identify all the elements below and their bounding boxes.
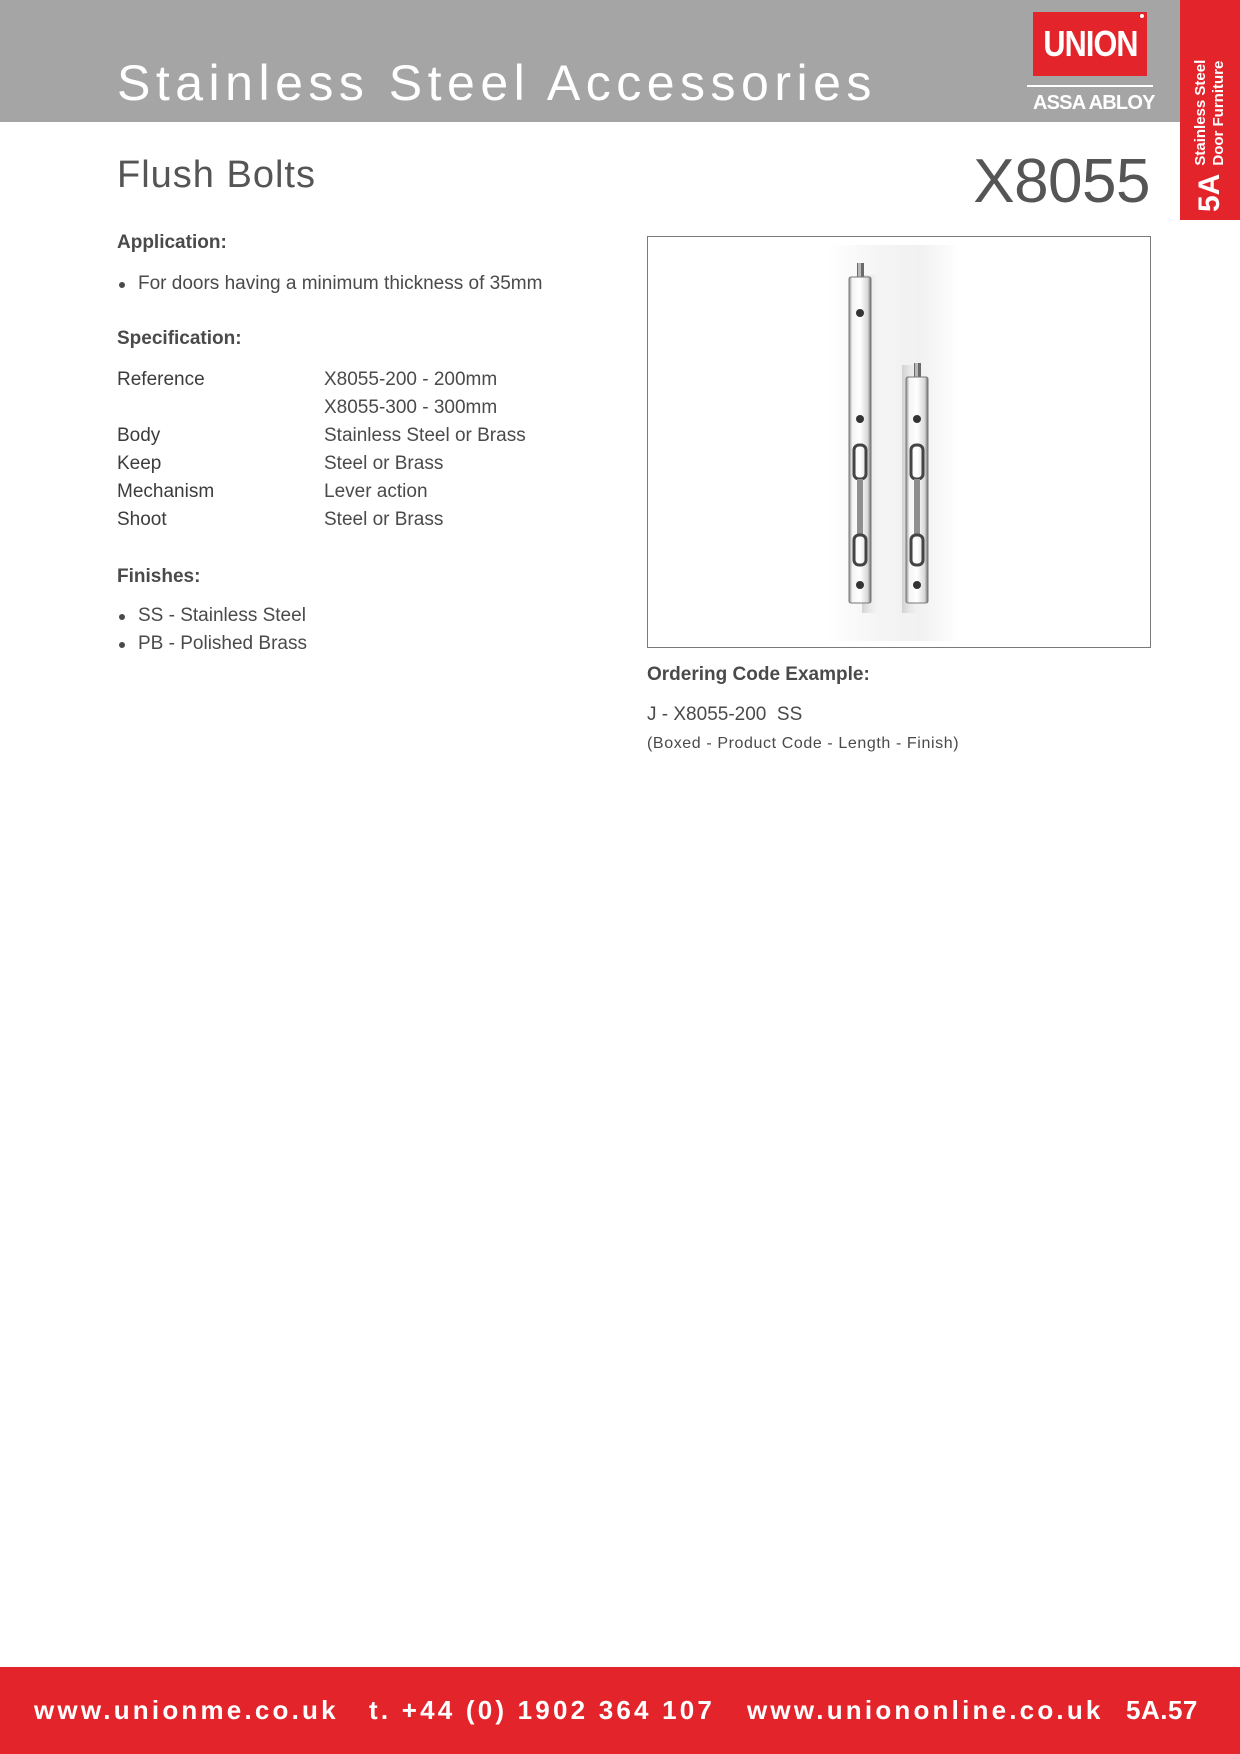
page-number: 5A.57 [1126,1695,1198,1725]
spec-row [117,450,577,478]
spec-key: Keep [117,453,162,474]
application-list [117,270,542,298]
registered-mark-icon [1140,14,1144,18]
spec-value: Steel or Brass [324,509,444,530]
spec-row [117,366,577,394]
section-side-tab [1180,0,1240,220]
application-heading: Application: [117,232,227,253]
specification-heading: Specification: [117,328,242,349]
finishes-list [117,602,307,658]
side-tab-label-line1: Stainless Steel [1192,59,1209,166]
footer-website-link-1[interactable]: www.unionme.co.uk [34,1695,339,1725]
product-code-title: X8055 [973,147,1150,216]
logo-red-box [1033,12,1147,76]
product-family-title: Flush Bolts [117,154,316,196]
side-tab-label-line2: Door Furniture [1210,60,1227,166]
side-tab-content [1180,0,1240,220]
finish-item: PB - Polished Brass [117,630,307,658]
side-tab-label [1192,60,1228,166]
spec-key [117,394,324,422]
ordering-code-example: J - X8055-200 SS [647,704,803,725]
spec-value: Lever action [324,481,428,502]
side-tab-number: 5A [1193,173,1226,212]
spec-value: Stainless Steel or Brass [324,425,526,446]
short-flush-bolt [902,363,928,613]
header-band [0,0,1180,122]
logo-text: UNION [1042,23,1138,64]
spec-value: X8055-300 - 300mm [324,397,498,418]
footer-bar [0,1667,1240,1754]
spec-value: X8055-200 - 200mm [324,369,498,390]
spec-key: Mechanism [117,481,215,502]
ordering-code-heading: Ordering Code Example: [647,664,870,685]
flush-bolts-image [648,237,1151,648]
ordering-code-note: (Boxed - Product Code - Length - Finish) [647,735,960,752]
spec-key: Reference [117,369,205,390]
spec-row [117,422,577,450]
specification-table [117,366,577,534]
page-header-title: Stainless Steel Accessories [117,55,877,111]
spec-row [117,394,577,422]
spec-value: Steel or Brass [324,453,444,474]
logo-subtext: ASSA ABLOY [1033,92,1155,114]
union-assa-abloy-logo [1027,12,1153,118]
spec-row [117,506,577,534]
spec-key: Shoot [117,509,167,530]
logo-divider [1027,85,1153,87]
long-flush-bolt [849,263,884,613]
product-image-frame [647,236,1151,648]
finishes-heading: Finishes: [117,566,201,587]
finish-item: SS - Stainless Steel [117,602,307,630]
spec-key: Body [117,425,161,446]
application-item: For doors having a minimum thickness of 35mm [117,270,542,298]
spec-row [117,478,577,506]
footer-website-link-2[interactable]: www.uniononline.co.uk [747,1695,1104,1725]
footer-phone: t. +44 (0) 1902 364 107 [369,1695,716,1725]
